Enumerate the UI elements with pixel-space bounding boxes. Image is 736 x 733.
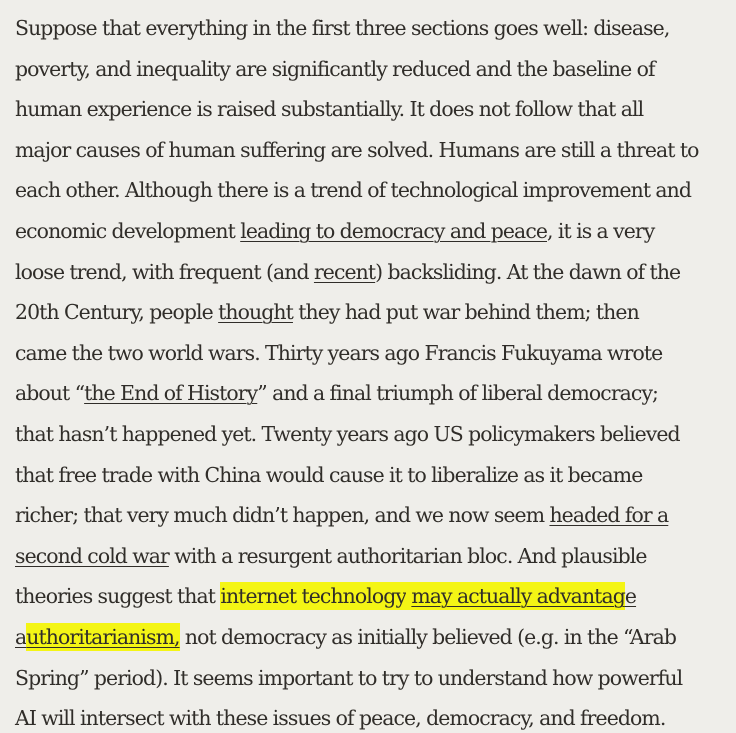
text-segment: with a resurgent authoritarian bloc. And plausible <box>168 543 647 568</box>
text-segment: ” and a final triumph of liberal democracy; <box>257 381 659 406</box>
text-line-13 <box>15 495 735 536</box>
text-line-12: that free trade with China would cause it to liberalize as it became <box>15 462 643 487</box>
link-text-tail: e <box>624 584 637 609</box>
text-line-9: came the two world wars. Thirty years ago Francis Fukuyama wrote <box>15 340 663 365</box>
text-line-17: Spring” period). It seems important to try to understand how powerful <box>15 665 683 690</box>
text-line-18: AI will intersect with these issues of peace, democracy, and freedom. <box>15 706 666 731</box>
text-line-2: poverty, and inequality are significantly reduced and the baseline of <box>15 56 655 81</box>
text-segment: ) backsliding. At the dawn of the <box>375 259 681 284</box>
text-line-1: Suppose that everything in the first three sections goes well: disease, <box>15 16 670 40</box>
link-text-head: a <box>15 624 27 649</box>
text-line-15 <box>15 576 735 617</box>
text-line-8 <box>15 292 735 333</box>
link-end-of-history[interactable]: the End of History <box>84 381 258 406</box>
link-cold-war-part-1[interactable]: headed for a <box>549 503 669 528</box>
highlight-internet-technology: internet technology <box>220 584 407 609</box>
text-line-14 <box>15 536 735 577</box>
text-line-7 <box>15 252 735 293</box>
text-segment: , it is a very <box>547 218 655 243</box>
highlight-authoritarianism: uthoritarianism, <box>26 624 180 649</box>
text-segment: about “ <box>15 381 85 406</box>
text-line-3: human experience is raised substantially. It does not follow that all <box>15 97 644 122</box>
link-advantage-authoritarianism[interactable] <box>411 582 636 610</box>
text-segment: not democracy as initially believed (e.g. in the “Arab <box>179 624 676 649</box>
link-recent[interactable]: recent <box>313 259 376 284</box>
text-segment: richer; that very much didn’t happen, and we now seem <box>15 503 550 528</box>
text-line-16 <box>15 617 735 658</box>
link-cold-war-part-2[interactable]: second cold war <box>15 543 169 568</box>
text-segment: theories suggest that <box>15 584 221 609</box>
text-segment: 20th Century, people <box>15 300 219 325</box>
link-authoritarianism[interactable] <box>15 623 180 651</box>
link-thought[interactable]: thought <box>218 300 293 325</box>
text-line-4: major causes of human suffering are solved. Humans are still a threat to <box>15 137 699 162</box>
text-line-6 <box>15 211 735 252</box>
highlight-may-actually-advantage: may actually advantag <box>411 584 625 609</box>
text-segment: loose trend, with frequent (and <box>15 259 314 284</box>
text-line-10 <box>15 373 735 414</box>
link-democracy-and-peace[interactable]: leading to democracy and peace <box>240 218 548 243</box>
text-line-11: that hasn’t happened yet. Twenty years ago US policymakers believed <box>15 421 680 446</box>
article-paragraph <box>15 8 735 733</box>
text-segment: they had put war behind them; then <box>292 300 639 325</box>
text-line-5: each other. Although there is a trend of technological improvement and <box>15 178 692 203</box>
text-segment: economic development <box>15 218 241 243</box>
